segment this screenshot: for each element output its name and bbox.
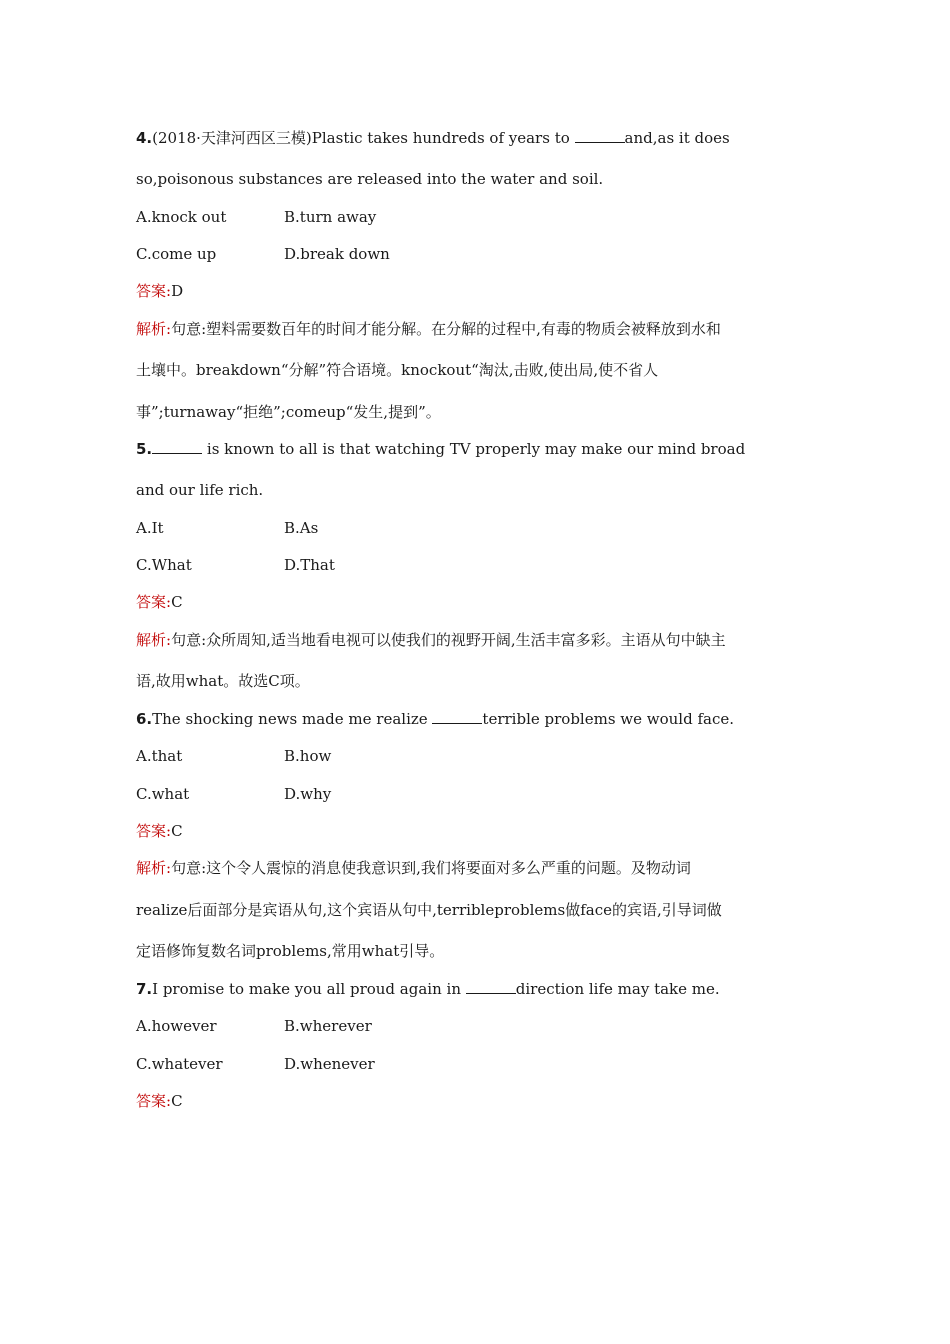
answer-label: 答案: [136, 1092, 172, 1110]
question-number: 4. [136, 129, 153, 147]
analysis-line: 土壤中。breakdown“分解”符合语境。knockout“淘汰,击败,使出局,使不省人 [136, 361, 659, 379]
answer-value: D [171, 282, 184, 300]
option-a: A.knock out [136, 208, 227, 226]
question-5-stem [136, 439, 745, 459]
option-c: C.What [136, 556, 192, 574]
option-b: B.As [284, 519, 319, 537]
answer-line [136, 592, 183, 612]
answer-line [136, 1091, 183, 1111]
option-c: C.come up [136, 245, 217, 263]
analysis-line [136, 319, 721, 339]
option-a: A.however [136, 1017, 217, 1035]
stem-text: and,as it does [624, 129, 730, 147]
answer-blank [152, 439, 202, 454]
stem-text: terrible problems we would face. [482, 710, 735, 728]
answer-label: 答案: [136, 593, 172, 611]
option-a: A.It [136, 519, 164, 537]
answer-value: C [171, 822, 183, 840]
analysis-label: 解析: [136, 631, 172, 649]
analysis-text: 句意:塑料需要数百年的时间才能分解。在分解的过程中,有毒的物质会被释放到水和 [171, 320, 721, 338]
stem-text: (2018·天津河西区三模)Plastic takes hundreds of years to [152, 129, 575, 147]
answer-value: C [171, 593, 183, 611]
answer-blank [466, 979, 516, 994]
option-d: D.whenever [284, 1055, 375, 1073]
analysis-label: 解析: [136, 859, 172, 877]
question-number: 5. [136, 440, 153, 458]
answer-line [136, 821, 183, 841]
question-5-stem-line2: and our life rich. [136, 481, 264, 499]
analysis-line: realize后面部分是宾语从句,这个宾语从句中,terribleproblems做face的宾语,引导词做 [136, 901, 722, 919]
analysis-text: 句意:众所周知,适当地看电视可以使我们的视野开阔,生活丰富多彩。主语从句中缺主 [171, 631, 726, 649]
option-c: C.what [136, 785, 190, 803]
question-4-stem [136, 128, 730, 148]
analysis-line: 语,故用what。故选C项。 [136, 672, 310, 690]
question-number: 7. [136, 980, 153, 998]
analysis-line: 定语修饰复数名词problems,常用what引导。 [136, 942, 445, 960]
option-b: B.turn away [284, 208, 377, 226]
answer-label: 答案: [136, 822, 172, 840]
stem-text: I promise to make you all proud again in [152, 980, 466, 998]
answer-line [136, 281, 183, 301]
option-a: A.that [136, 747, 183, 765]
analysis-line [136, 630, 726, 650]
stem-text: is known to all is that watching TV properly may make our mind broad [202, 440, 746, 458]
analysis-line [136, 858, 691, 878]
question-7-stem [136, 979, 720, 999]
answer-value: C [171, 1092, 183, 1110]
analysis-label: 解析: [136, 320, 172, 338]
option-c: C.whatever [136, 1055, 223, 1073]
stem-text: The shocking news made me realize [152, 710, 433, 728]
answer-label: 答案: [136, 282, 172, 300]
analysis-text: 句意:这个令人震惊的消息使我意识到,我们将要面对多么严重的问题。及物动词 [171, 859, 691, 877]
question-6-stem [136, 709, 734, 729]
option-b: B.wherever [284, 1017, 372, 1035]
option-d: D.why [284, 785, 332, 803]
option-b: B.how [284, 747, 332, 765]
question-4-stem-line2: so,poisonous substances are released into the water and soil. [136, 170, 604, 188]
answer-blank [432, 709, 482, 724]
answer-blank [575, 128, 625, 143]
stem-text: direction life may take me. [515, 980, 720, 998]
question-number: 6. [136, 710, 153, 728]
analysis-line: 事”;turnaway“拒绝”;comeup“发生,提到”。 [136, 403, 441, 421]
option-d: D.That [284, 556, 335, 574]
option-d: D.break down [284, 245, 390, 263]
